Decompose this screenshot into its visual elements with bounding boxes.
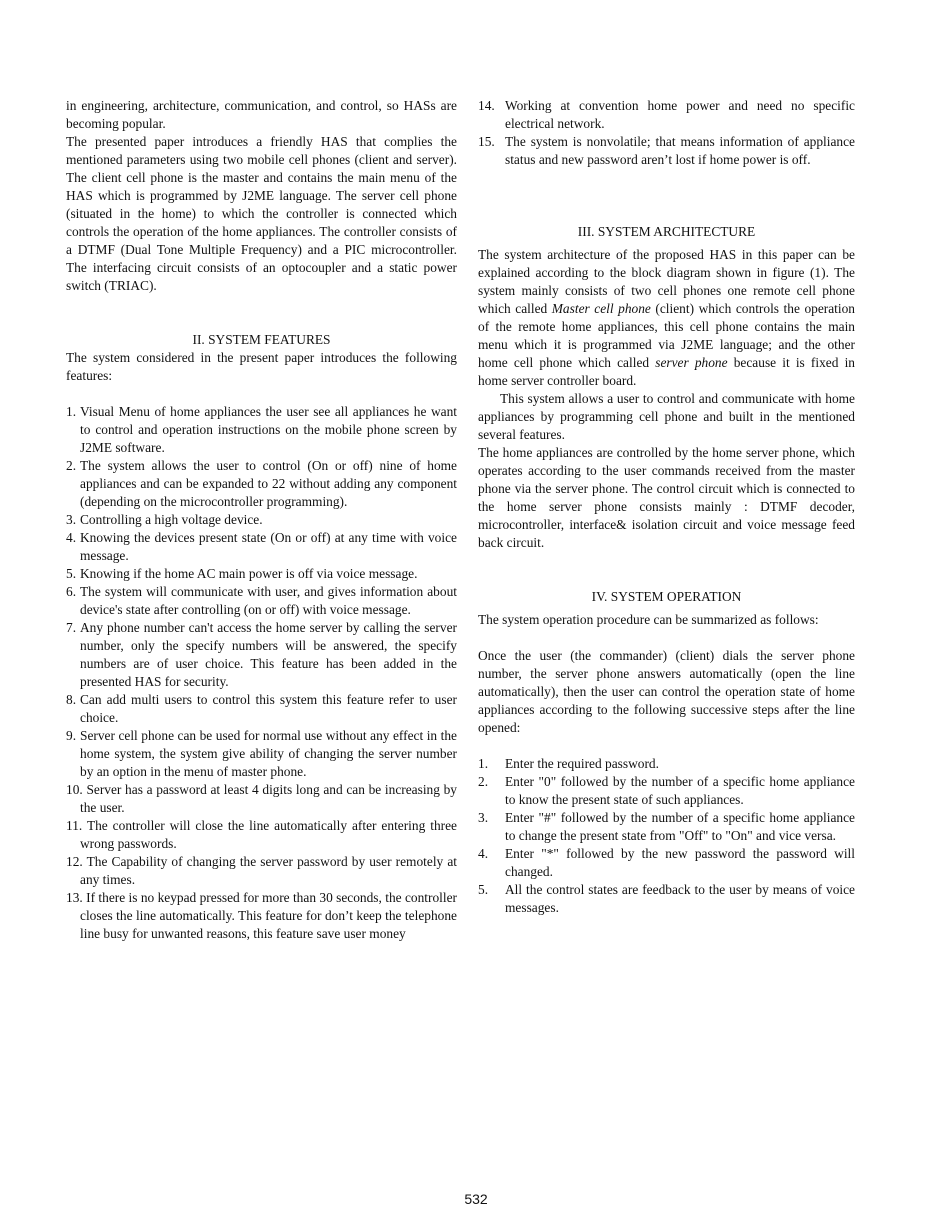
operation-paragraph-1: The system operation procedure can be summarized as follows: xyxy=(478,612,819,627)
features-list xyxy=(66,403,457,943)
list-item xyxy=(478,809,855,845)
list-item xyxy=(66,565,457,583)
right-column xyxy=(478,97,855,917)
item-text: Enter "#" followed by the number of a specific home appliance to change the present state from "Off" to "On" and vice versa. xyxy=(505,810,855,843)
item-text: Controlling a high voltage device. xyxy=(80,512,263,527)
item-text: Any phone number can't access the home server by calling the server number, only the specify numbers will be answered, the specify numbers are of user choice. This feature has been added in the presented HAS for security. xyxy=(80,620,457,689)
item-number: 12. xyxy=(66,854,83,869)
item-text: The system allows the user to control (On or off) nine of home appliances and can be expanded to 22 without adding any component (depending on the microcontroller programming). xyxy=(80,458,457,509)
item-number: 9. xyxy=(66,728,77,743)
intro-paragraph-1: in engineering, architecture, communication, and control, so HASs are becoming popular. xyxy=(66,98,457,131)
list-item xyxy=(478,845,855,881)
server-phone-term: server phone xyxy=(655,355,728,370)
item-number: 8. xyxy=(66,692,77,707)
item-number: 2. xyxy=(478,774,489,789)
list-item xyxy=(66,781,457,817)
item-number: 4. xyxy=(66,530,77,545)
item-number: 13. xyxy=(66,890,83,905)
list-item xyxy=(66,889,457,943)
item-number: 14. xyxy=(478,98,495,113)
item-text: All the control states are feedback to the user by means of voice messages. xyxy=(505,882,855,915)
operation-heading: IV. SYSTEM OPERATION xyxy=(591,589,742,604)
master-cell-phone-term: Master cell phone xyxy=(551,301,651,316)
architecture-heading: III. SYSTEM ARCHITECTURE xyxy=(577,224,756,239)
item-text: The Capability of changing the server password by user remotely at any times. xyxy=(80,854,457,887)
item-number: 15. xyxy=(478,134,495,149)
list-item xyxy=(66,529,457,565)
list-item xyxy=(66,403,457,457)
intro-paragraph-2: The presented paper introduces a friendly HAS that complies the mentioned parameters using two mobile cell phones (client and server). The client cell phone is the master and contains the main menu of the HAS which is programmed by J2ME language. The server cell phone (situated in the home) to which the controller is connected which controls the operation of the home appliances. The controller consists of a DTMF (Dual Tone Multiple Frequency) and a PIC microcontroller. The interfacing circuit consists of an optocoupler and a static power switch (TRIAC). xyxy=(66,134,457,293)
architecture-paragraph-1: The system architecture of the proposed HAS in this paper can be explained according to the block diagram shown in figure (1). The system mainly consists of two cell phones one remote cell phone which called Master cell phone (client) which controls the operation of the remote home appliances, this cell phone contains the main menu which it is programmed via J2ME language; and the other home cell phone which called server phone because it is fixed in home server controller board. xyxy=(478,247,856,388)
list-item xyxy=(66,511,457,529)
item-number: 1. xyxy=(478,756,489,771)
features-list-continued xyxy=(478,97,855,169)
list-item xyxy=(66,619,457,691)
item-text: Enter "0" followed by the number of a specific home appliance to know the present state of such appliances. xyxy=(505,774,855,807)
list-item xyxy=(66,853,457,889)
item-number: 1. xyxy=(66,404,77,419)
list-item xyxy=(66,691,457,727)
list-item xyxy=(66,583,457,619)
item-text: If there is no keypad pressed for more than 30 seconds, the controller closes the line automatically. This feature for don’t keep the telephone line busy for unwanted reasons, this feature save user money xyxy=(80,890,457,941)
item-text: Enter "*" followed by the new password the password will changed. xyxy=(505,846,855,879)
item-number: 3. xyxy=(478,810,489,825)
operation-paragraph-2: Once the user (the commander) (client) dials the server phone number, the server phone answers automatically (open the line automatically), then the user can control the operation state of home appliances according to the following successive steps after the line opened: xyxy=(478,648,855,735)
item-number: 5. xyxy=(478,882,489,897)
item-number: 4. xyxy=(478,846,489,861)
item-text: The system will communicate with user, and gives information about device's state after controlling (on or off) with voice message. xyxy=(80,584,457,617)
item-number: 7. xyxy=(66,620,77,635)
architecture-paragraph-2: This system allows a user to control and communicate with home appliances by programming cell phone and built in the mentioned several features. xyxy=(478,391,855,442)
page-number: 532 xyxy=(464,1191,488,1207)
list-item xyxy=(478,133,855,169)
item-number: 11. xyxy=(66,818,83,833)
item-number: 5. xyxy=(66,566,77,581)
item-text: Working at convention home power and need no specific electrical network. xyxy=(505,98,855,131)
list-item xyxy=(66,727,457,781)
item-number: 10. xyxy=(66,782,83,797)
item-number: 3. xyxy=(66,512,77,527)
features-heading: II. SYSTEM FEATURES xyxy=(192,332,331,347)
item-text: Enter the required password. xyxy=(505,756,659,771)
item-number: 6. xyxy=(66,584,77,599)
left-column xyxy=(66,97,457,943)
architecture-paragraph-3: The home appliances are controlled by the home server phone, which operates according to the user commands received from the master phone via the server phone. The control circuit which is connected to the home server phone consists mainly : DTMF decoder, microcontroller, interface& isolation circuit and voice message feed back circuit. xyxy=(478,445,855,550)
item-text: Knowing if the home AC main power is off via voice message. xyxy=(80,566,418,581)
list-item xyxy=(478,97,855,133)
item-text: Server cell phone can be used for normal use without any effect in the home system, the system give ability of changing the server number by an option in the menu of master phone. xyxy=(80,728,457,779)
list-item xyxy=(478,755,855,773)
list-item xyxy=(478,773,855,809)
list-item xyxy=(478,881,855,917)
list-item xyxy=(66,817,457,853)
item-text: The controller will close the line automatically after entering three wrong passwords. xyxy=(80,818,457,851)
item-text: Server has a password at least 4 digits long and can be increasing by the user. xyxy=(80,782,457,815)
item-text: Can add multi users to control this system this feature refer to user choice. xyxy=(80,692,457,725)
list-item xyxy=(66,457,457,511)
item-number: 2. xyxy=(66,458,77,473)
item-text: Knowing the devices present state (On or off) at any time with voice message. xyxy=(80,530,457,563)
item-text: The system is nonvolatile; that means information of appliance status and new password aren’t lost if home power is off. xyxy=(505,134,855,167)
operation-steps-list xyxy=(478,755,855,917)
item-text: Visual Menu of home appliances the user see all appliances he want to control and operation instructions on the mobile phone screen by J2ME software. xyxy=(80,404,457,455)
features-intro: The system considered in the present paper introduces the following features: xyxy=(66,350,457,383)
